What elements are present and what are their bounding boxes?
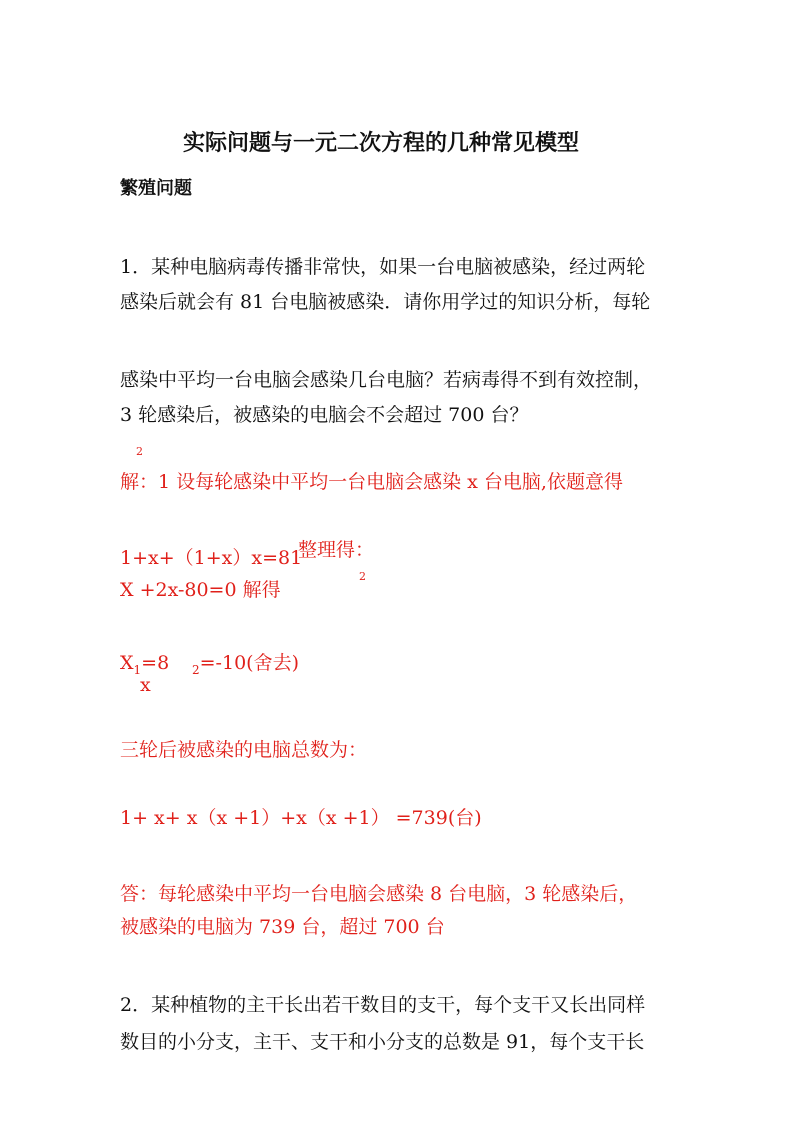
solution-line-1: 解：1 设每轮感染中平均一台电脑会感染 x 台电脑,依题意得 bbox=[120, 471, 623, 493]
three-rounds-heading: 三轮后被感染的电脑总数为： bbox=[120, 739, 368, 761]
answer-line-2: 被感染的电脑为 739 台，超过 700 台 bbox=[120, 916, 445, 938]
page-title: 实际问题与一元二次方程的几种常见模型 bbox=[183, 131, 580, 156]
root-x1-variable: X bbox=[120, 652, 134, 674]
equation-1-note: 整理得： bbox=[298, 539, 375, 561]
equation-1: 1+x+（1+x）x=81 bbox=[120, 547, 303, 569]
superscript-marker: 2 bbox=[136, 445, 143, 458]
answer-line-1: 答：每轮感染中平均一台电脑会感染 8 台电脑，3 轮感染后， bbox=[120, 883, 638, 905]
section-heading: 繁殖问题 bbox=[120, 178, 192, 199]
root-x2-value: =-10(舍去) bbox=[199, 652, 299, 674]
root-x1-subscript: 1 bbox=[133, 663, 142, 677]
root-x2-variable: x bbox=[140, 674, 151, 696]
question-1-line-3: 感染中平均一台电脑会感染几台电脑？若病毒得不到有效控制， bbox=[120, 369, 653, 391]
root-x1-value: =8 bbox=[141, 652, 170, 674]
question-2-line-2: 数目的小分支，主干、支干和小分支的总数是 91，每个支干长 bbox=[120, 1031, 645, 1053]
equation-3: 1+ x+ x（x +1）+x（x +1） =739(台) bbox=[120, 807, 482, 829]
equation-2: X +2x-80=0 解得 bbox=[120, 579, 281, 601]
question-2-line-1: 2．某种植物的主干长出若干数目的支干，每个支干又长出同样 bbox=[120, 994, 646, 1016]
equation-2-superscript: 2 bbox=[359, 570, 366, 583]
root-x2 bbox=[192, 651, 299, 677]
question-1-line-2: 感染后就会有 81 台电脑被感染．请你用学过的知识分析，每轮 bbox=[120, 291, 651, 313]
question-1-line-1: 1．某种电脑病毒传播非常快，如果一台电脑被感染，经过两轮 bbox=[120, 256, 646, 278]
question-1-line-4: 3 轮感染后，被感染的电脑会不会超过 700 台？ bbox=[120, 404, 529, 426]
root-x2-subscript: 2 bbox=[192, 663, 200, 677]
